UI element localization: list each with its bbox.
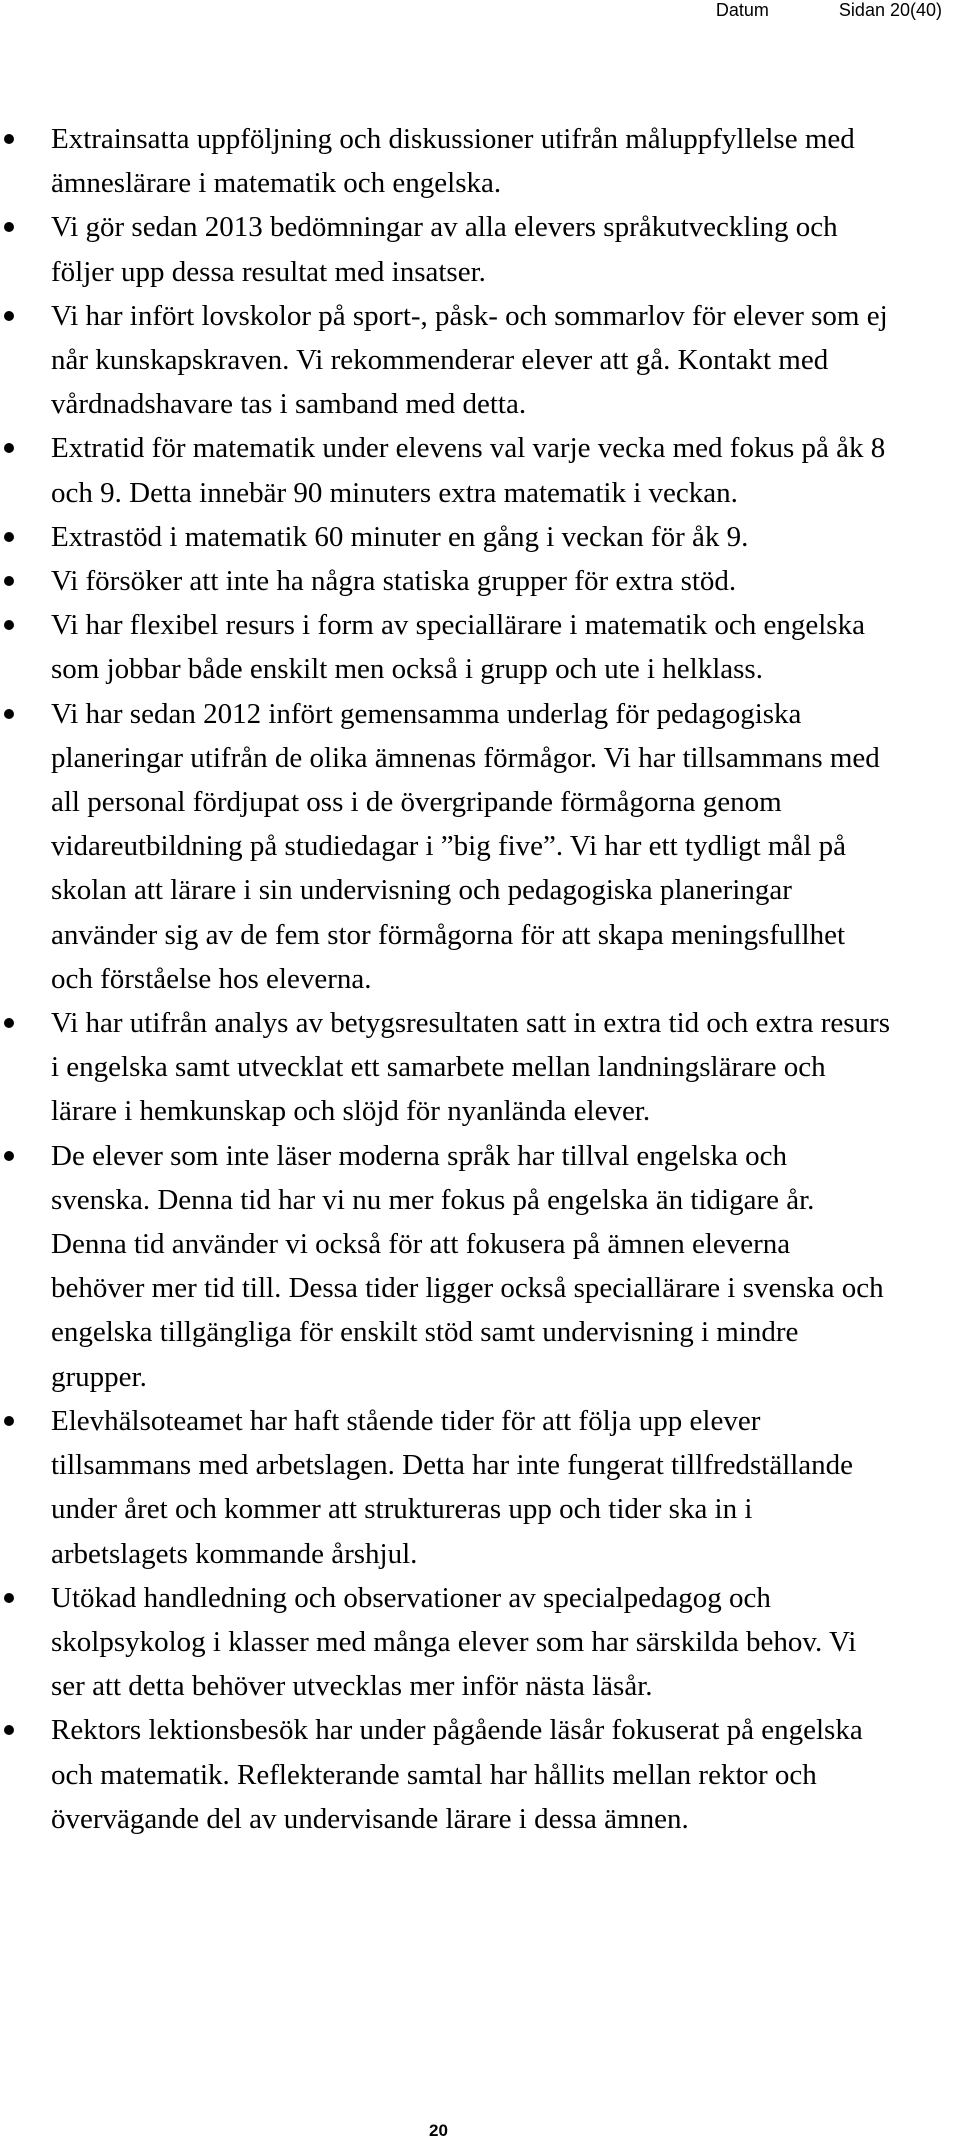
list-item (0, 294, 890, 427)
bullet-icon (4, 1725, 14, 1735)
bullet-list (0, 117, 960, 1841)
bullet-icon (4, 532, 14, 542)
list-item-text: Elevhälsoteamet har haft stående tider för att följa upp elever tillsammans med arbetslagen. Detta har inte fungerat tillfredställande under året och kommer att struktureras upp och tider ska in i arbetslagets kommande årshjul. (51, 1404, 854, 1570)
list-item-text: Vi försöker att inte ha några statiska grupper för extra stöd. (51, 565, 737, 598)
list-item (0, 559, 890, 603)
list-item (0, 205, 890, 293)
list-item (0, 1001, 890, 1134)
list-item-text: De elever som inte läser moderna språk har tillval engelska och svenska. Denna tid har vi nu mer fokus på engelska än tidigare år. Denna tid använder vi också för att fokusera på ämnen eleverna behöver mer tid till. Dessa tider ligger också speciallärare i svenska och engelska tillgängliga för enskilt stöd samt undervisning i mindre grupper. (51, 1139, 884, 1393)
list-item-text: Utökad handledning och observationer av specialpedagog och skolpsykolog i klasser med många elever som har särskilda behov. Vi ser att detta behöver utvecklas mer inför nästa läsår. (51, 1581, 857, 1703)
list-item (0, 1576, 890, 1709)
bullet-icon (4, 1018, 14, 1028)
list-item (0, 603, 890, 691)
header-date: Datum (715, 0, 769, 20)
bullet-icon (4, 1151, 14, 1161)
list-item-text: Vi har flexibel resurs i form av speciallärare i matematik och engelska som jobbar både enskilt men också i grupp och ute i helklass. (51, 609, 865, 686)
list-item (0, 426, 890, 514)
list-item (0, 515, 890, 559)
header-page-count: Sidan 20(40) (838, 0, 942, 20)
page-number: 20 (429, 2121, 448, 2140)
list-item-text: Rektors lektionsbesök har under pågående läsår fokuserat på engelska och matematik. Reflekterande samtal har hållits mellan rektor och övervägande del av undervisande lärare i dessa ämnen. (51, 1714, 863, 1835)
list-item-text: Vi har sedan 2012 infört gemensamma underlag för pedagogiska planeringar utifrån de olika ämnenas förmågor. Vi har tillsammans med all personal fördjupat oss i de övergripande förmågorna genom vidareutbildning på studiedagar i ”big five”. Vi har ett tydligt mål på skolan att lärare i sin undervisning och pedagogiska planeringar använder sig av de fem stor förmågorna för att skapa meningsfullhet och förståelse hos eleverna. (51, 697, 880, 995)
list-item-text: Extrainsatta uppföljning och diskussioner utifrån måluppfyllelse med ämneslärare i matematik och engelska. (51, 123, 855, 200)
list-item-text: Extratid för matematik under elevens val varje vecka med fokus på åk 8 och 9. Detta innebär 90 minuters extra matematik i veckan. (51, 432, 886, 509)
list-item (0, 1708, 890, 1841)
list-item-text: Extrastöd i matematik 60 minuter en gång i veckan för åk 9. (51, 520, 749, 553)
list-item (0, 692, 890, 1001)
bullet-icon (4, 620, 14, 630)
list-item (0, 1399, 890, 1576)
bullet-icon (4, 576, 14, 586)
bullet-icon (4, 222, 14, 232)
bullet-icon (4, 134, 14, 144)
bullet-icon (4, 1416, 14, 1426)
list-item-text: Vi har utifrån analys av betygsresultaten satt in extra tid och extra resurs i engelska samt utvecklat ett samarbete mellan landningslärare och lärare i hemkunskap och slöjd för nyanlända elever. (51, 1007, 890, 1128)
list-item (0, 1134, 890, 1399)
bullet-icon (4, 311, 14, 321)
page-header (716, 0, 942, 30)
list-item (0, 117, 890, 205)
list-item-text: Vi gör sedan 2013 bedömningar av alla elevers språkutveckling och följer upp dessa resultat med insatser. (51, 211, 838, 288)
bullet-icon (4, 443, 14, 453)
list-item-text: Vi har infört lovskolor på sport-, påsk- och sommarlov för elever som ej når kunskapskraven. Vi rekommenderar elever att gå. Kontakt med vårdnadshavare tas i samband med detta. (51, 299, 888, 421)
bullet-icon (4, 709, 14, 719)
bullet-icon (4, 1593, 14, 1603)
